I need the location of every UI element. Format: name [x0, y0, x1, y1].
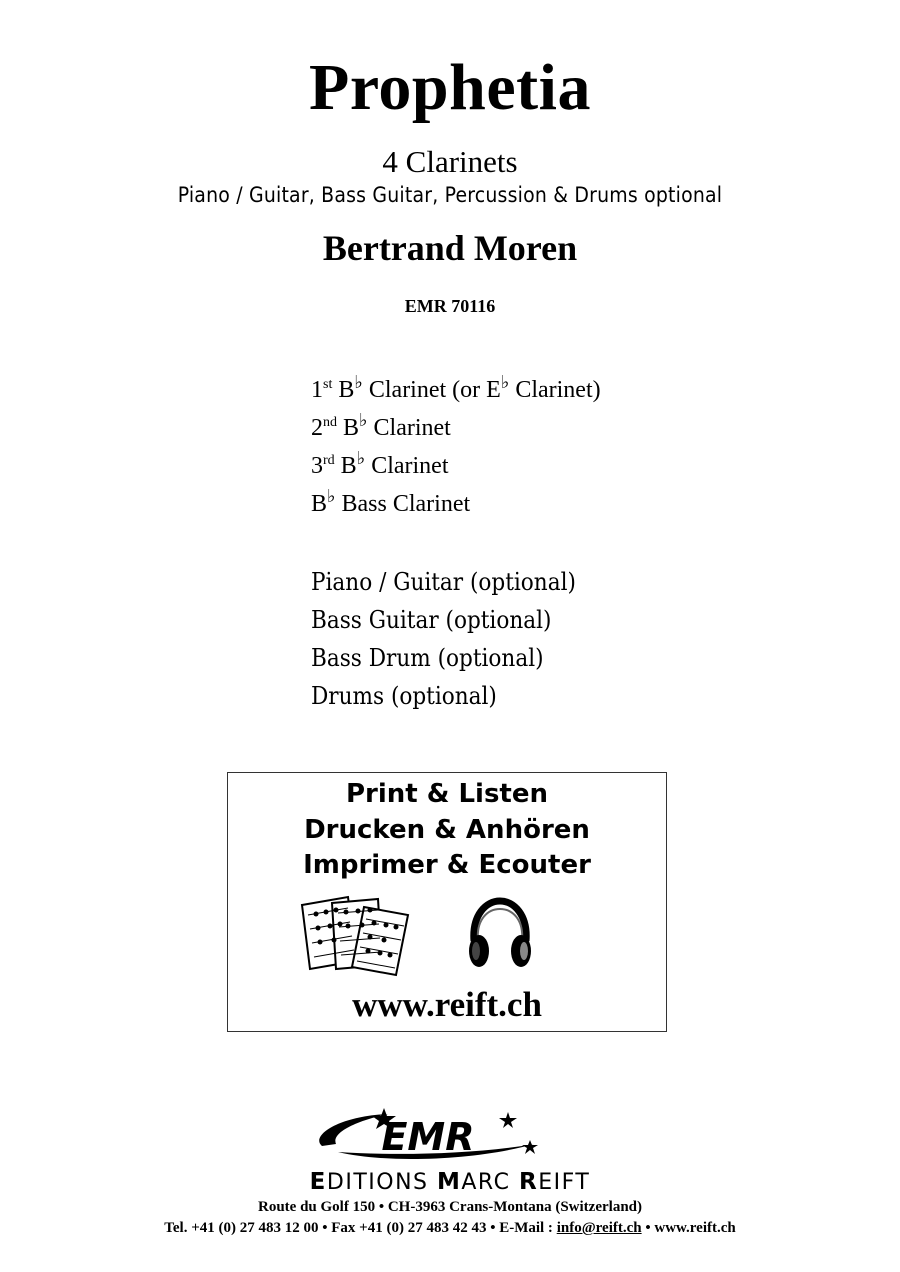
flat-symbol: ♭ — [356, 448, 366, 469]
part-text: B — [311, 491, 328, 517]
part-ordinal: 3 — [311, 453, 323, 479]
sheet-music-icon — [300, 895, 412, 977]
emr-logo-text: EMR — [381, 1115, 475, 1159]
page-title: Prophetia — [309, 51, 591, 124]
flat-symbol: ♭ — [327, 486, 336, 507]
flat-symbol: ♭ — [359, 410, 368, 431]
wind-parts-list — [311, 371, 601, 523]
part-ordinal-suffix: rd — [323, 453, 335, 468]
promo-line-english: Print & Listen — [345, 779, 549, 809]
part-text: Bass Clarinet — [335, 491, 471, 517]
optional-part-row: Piano / Guitar (optional) — [311, 568, 576, 596]
publisher-brand — [0, 1168, 900, 1197]
part-row-1st-clarinet — [311, 371, 601, 409]
part-text: B — [332, 377, 355, 403]
promo-website[interactable]: www.reift.ch — [352, 985, 542, 1024]
contact-website: • www.reift.ch — [641, 1220, 736, 1236]
optional-part-row: Bass Guitar (optional) — [311, 606, 552, 634]
publisher-address: Route du Golf 150 • CH-3963 Crans-Montana (Switzerland) — [258, 1199, 642, 1215]
publisher-contact — [0, 1218, 900, 1238]
part-text: Clarinet — [367, 415, 451, 441]
email-link[interactable]: info@reift.ch — [556, 1220, 642, 1236]
part-text: Clarinet — [365, 453, 449, 479]
catalog-number: EMR 70116 — [404, 296, 496, 316]
part-text: Clarinet) — [509, 377, 601, 403]
instrumentation-subtitle: 4 Clarinets — [382, 144, 518, 179]
optional-part-row: Bass Drum (optional) — [311, 644, 544, 672]
brand-initial: E — [309, 1169, 327, 1195]
part-ordinal: 1 — [311, 377, 323, 403]
flat-symbol: ♭ — [500, 372, 510, 393]
optional-part-row: Drums (optional) — [311, 682, 497, 710]
contact-phone-fax: Tel. +41 (0) 27 483 12 00 • Fax +41 (0) 27 483 42 43 • E-Mail : — [164, 1220, 557, 1236]
part-row-bass-clarinet — [311, 485, 601, 523]
emr-logo — [308, 1108, 548, 1168]
part-text: B — [334, 453, 357, 479]
part-text: B — [337, 415, 360, 441]
part-row-3rd-clarinet — [311, 447, 601, 485]
optional-instruments-line: Piano / Guitar, Bass Guitar, Percussion & Drums optional — [177, 183, 723, 207]
brand-initial: M — [436, 1169, 462, 1195]
optional-parts-list — [311, 563, 576, 715]
part-row-2nd-clarinet — [311, 409, 601, 447]
part-text: Clarinet (or E — [362, 377, 501, 403]
headphones-icon — [466, 897, 534, 971]
part-ordinal-suffix: st — [323, 377, 333, 392]
print-listen-box — [227, 772, 667, 1032]
brand-text: DITIONS — [326, 1170, 437, 1195]
composer-name: Bertrand Moren — [322, 228, 578, 268]
brand-text: ARC — [461, 1170, 519, 1195]
promo-line-french: Imprimer & Ecouter — [303, 850, 591, 880]
part-ordinal-suffix: nd — [323, 415, 337, 430]
brand-text: EIFT — [538, 1170, 591, 1195]
flat-symbol: ♭ — [354, 372, 363, 393]
brand-initial: R — [518, 1169, 539, 1195]
part-ordinal: 2 — [311, 415, 323, 441]
promo-line-german: Drucken & Anhören — [304, 815, 590, 845]
